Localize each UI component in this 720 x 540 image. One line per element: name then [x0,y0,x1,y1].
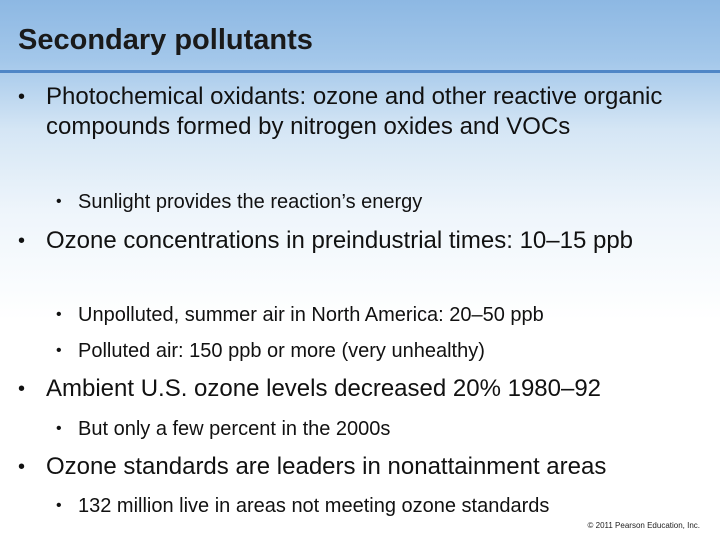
bullet-item [18,374,706,404]
bullet-text: 132 million live in areas not meeting ozone standards [78,495,550,517]
copyright-notice: © 2011 Pearson Education, Inc. [587,521,700,530]
bullet-text: Ozone concentrations in preindustrial times: 10–15 ppb [46,227,634,254]
bullet-marker: • [18,378,26,400]
bullet-marker: • [18,230,26,252]
sub-bullet-item [56,302,708,328]
sub-bullet-item [56,493,708,519]
bullet-text: But only a few percent in the 2000s [78,418,391,440]
bullet-text: Sunlight provides the reaction’s energy [78,191,423,213]
bullet-text: Ozone standards are leaders in nonattainment areas [46,453,607,480]
bullet-text: Polluted air: 150 ppb or more (very unhealthy) [78,340,485,362]
title-divider [0,70,720,73]
bullet-marker: • [56,193,62,210]
slide-title: Secondary pollutants [18,24,313,56]
bullet-marker: • [56,306,62,323]
bullet-marker: • [18,456,26,478]
bullet-item [18,226,706,256]
bullet-item [18,82,706,142]
bullet-item [18,452,706,482]
sub-bullet-item [56,189,708,215]
bullet-marker: • [56,497,62,514]
bullet-text: Ambient U.S. ozone levels decreased 20% 1980–92 [46,375,602,402]
sub-bullet-item [56,416,708,442]
sub-bullet-item [56,338,708,364]
bullet-marker: • [56,420,62,437]
bullet-marker: • [56,342,62,359]
bullet-text: Photochemical oxidants: ozone and other reactive organic compounds formed by nitrogen oxides and VOCs [46,83,663,140]
bullet-text: Unpolluted, summer air in North America: 20–50 ppb [78,304,544,326]
bullet-marker: • [18,86,26,108]
